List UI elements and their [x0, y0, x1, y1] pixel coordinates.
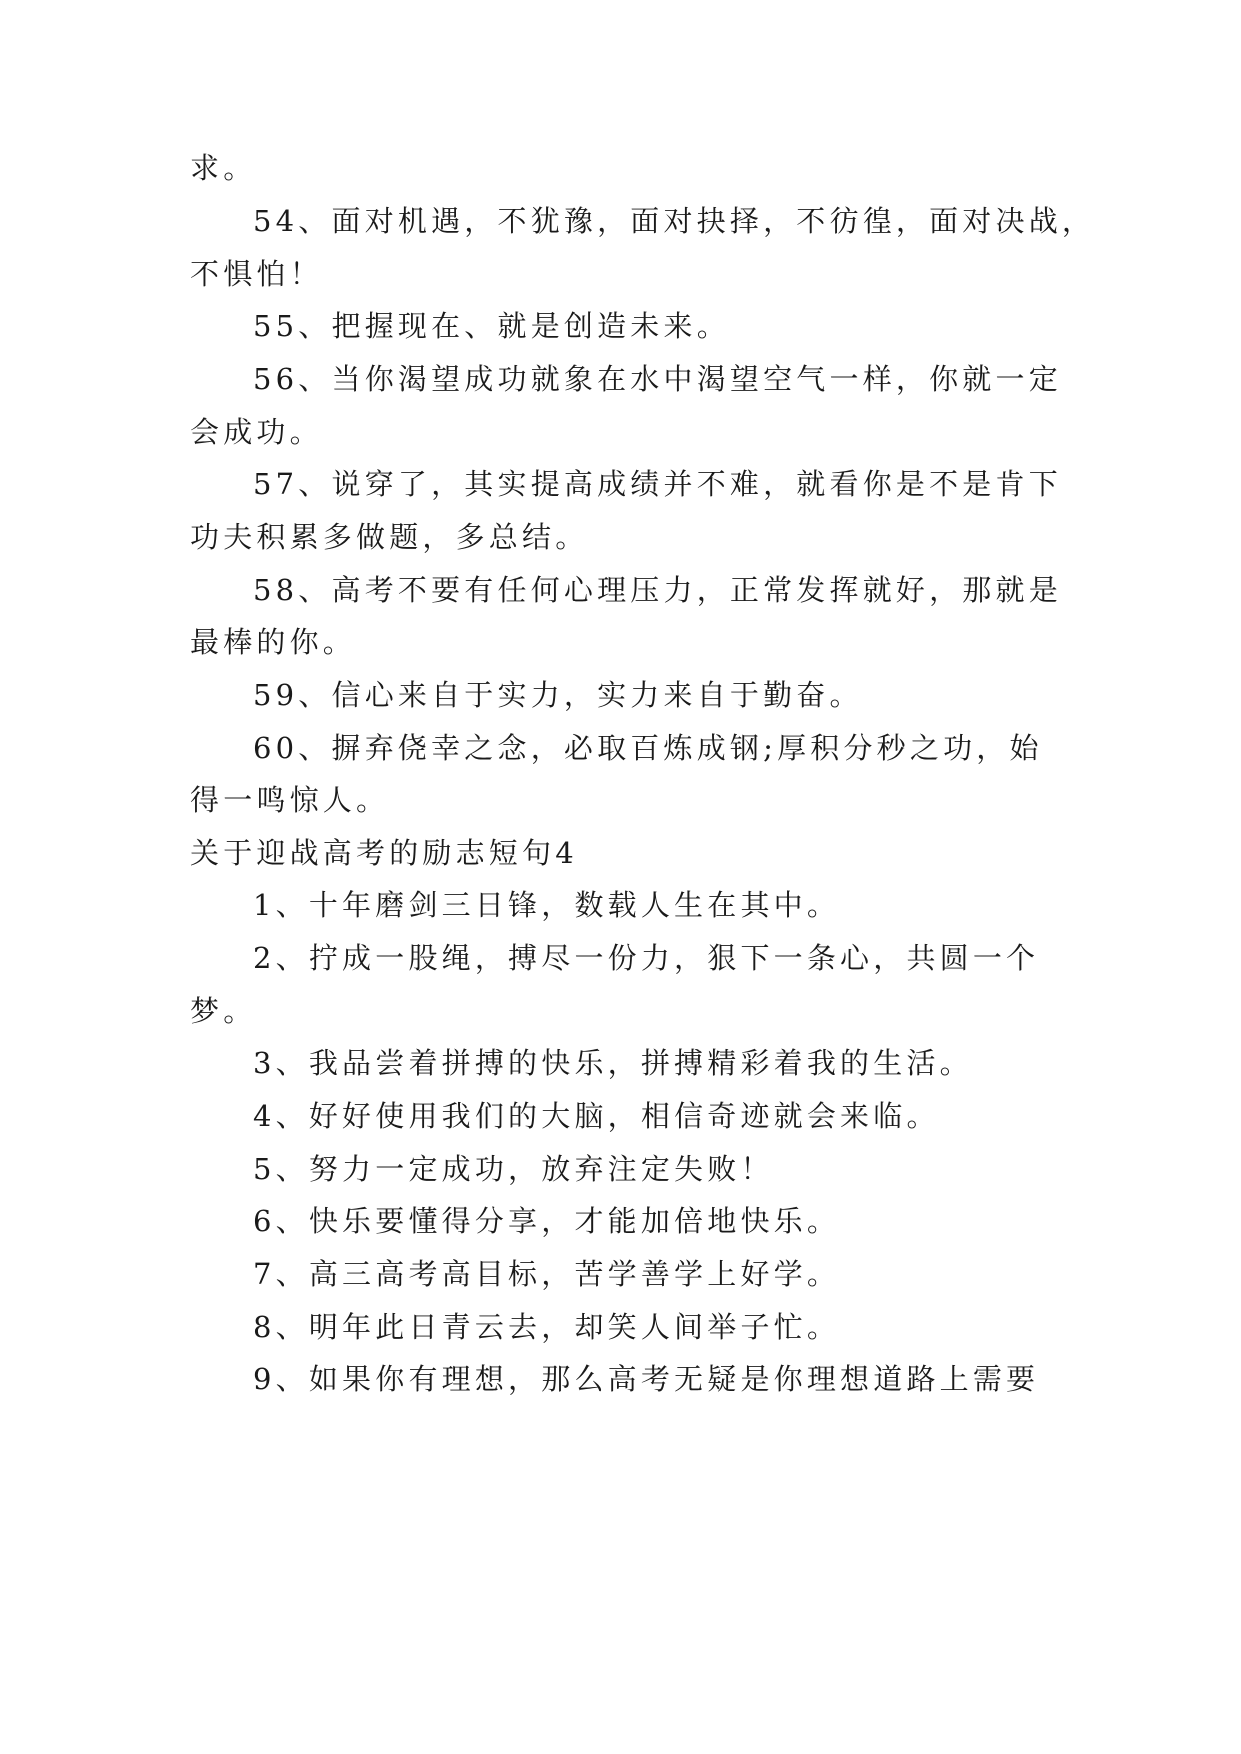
paragraph-line: 最棒的你。 — [190, 625, 357, 659]
paragraph-line: 56、当你渴望成功就象在水中渴望空气一样，你就一定 — [253, 362, 1062, 396]
paragraph-line: 55、把握现在、就是创造未来。 — [253, 309, 730, 343]
paragraph-line: 5、努力一定成功，放弃注定失败！ — [253, 1152, 774, 1186]
paragraph-line: 不惧怕！ — [190, 257, 323, 291]
section-heading: 关于迎战高考的励志短句4 — [190, 836, 578, 870]
paragraph-line: 7、高三高考高目标，苦学善学上好学。 — [253, 1257, 841, 1291]
paragraph-line: 4、好好使用我们的大脑，相信奇迹就会来临。 — [253, 1099, 940, 1133]
paragraph-line: 60、摒弃侥幸之念，必取百炼成钢;厚积分秒之功，始 — [253, 731, 1043, 765]
paragraph-line: 3、我品尝着拼搏的快乐，拼搏精彩着我的生活。 — [253, 1046, 973, 1080]
paragraph-line: 得一鸣惊人。 — [190, 783, 390, 817]
paragraph-line: 59、信心来自于实力，实力来自于勤奋。 — [253, 678, 863, 712]
paragraph-line: 58、高考不要有任何心理压力，正常发挥就好，那就是 — [253, 573, 1062, 607]
paragraph-line: 9、如果你有理想，那么高考无疑是你理想道路上需要 — [253, 1362, 1040, 1396]
paragraph-line: 6、快乐要懂得分享，才能加倍地快乐。 — [253, 1204, 841, 1238]
paragraph-line: 功夫积累多做题，多总结。 — [190, 520, 589, 554]
paragraph-line: 1、十年磨剑三日锋，数载人生在其中。 — [253, 888, 841, 922]
paragraph-line: 54、面对机遇，不犹豫，面对抉择，不彷徨，面对决战， — [253, 204, 1096, 238]
paragraph-line: 57、说穿了，其实提高成绩并不难，就看你是不是肯下 — [253, 467, 1062, 501]
paragraph-line: 会成功。 — [190, 415, 323, 449]
paragraph-line: 梦。 — [190, 994, 257, 1028]
paragraph-line: 2、拧成一股绳，搏尽一份力，狠下一条心，共圆一个 — [253, 941, 1040, 975]
paragraph-line: 8、明年此日青云去，却笑人间举子忙。 — [253, 1310, 841, 1344]
paragraph-line: 求。 — [190, 151, 257, 185]
